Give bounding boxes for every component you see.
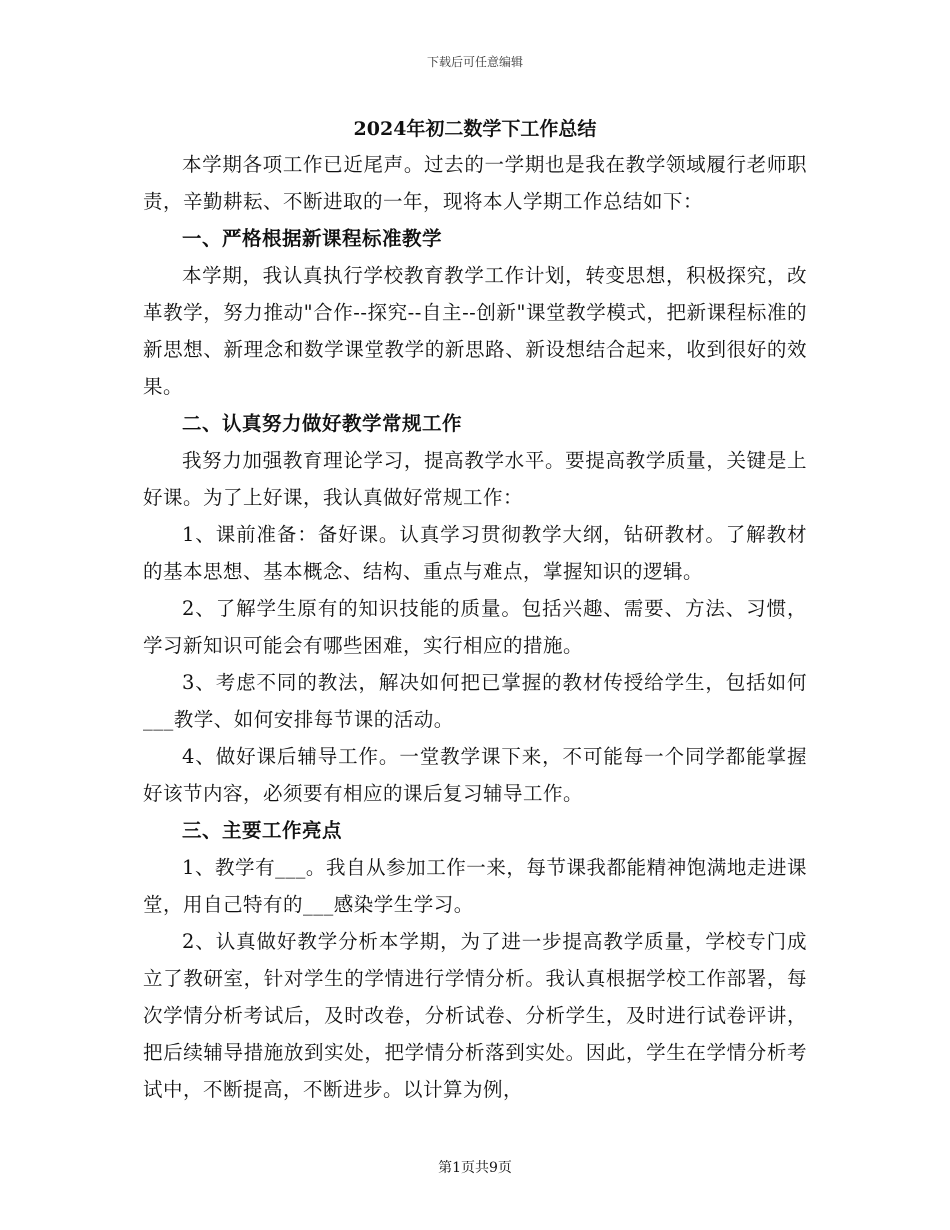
document-title: 2024年初二数学下工作总结 [353, 118, 597, 140]
section-2-item-4: 4、做好课后辅导工作。一堂教学课下来，不可能每一个同学都能掌握好该节内容，必须要有相应的课后复习辅导工作。 [143, 745, 807, 805]
section-2-paragraph: 我努力加强教育理论学习，提高教学水平。要提高教学质量，关键是上好课。为了上好课，我认真做好常规工作： [143, 449, 807, 509]
section-heading-2: 二、认真努力做好教学常规工作 [182, 412, 463, 435]
section-heading-3: 三、主要工作亮点 [182, 819, 343, 842]
intro-paragraph: 本学期各项工作已近尾声。过去的一学期也是我在教学领域履行老师职责，辛勤耕耘、不断进取的一年，现将本人学期工作总结如下： [143, 153, 807, 213]
page-footer: 第1页共9页 [438, 1160, 512, 1176]
section-3-item-2: 2、认真做好教学分析本学期，为了进一步提高教学质量，学校专门成立了教研室，针对学生的学情进行学情分析。我认真根据学校工作部署，每次学情分析考试后，及时改卷，分析试卷、分析学生，及时进行试卷评讲，把后续辅导措施放到实处，把学情分析落到实处。因此，学生在学情分析考试中，不断提高，不断进步。以计算为例， [143, 930, 807, 1101]
section-3-item-1: 1、教学有___。我自从参加工作一来，每节课我都能精神饱满地走进课堂，用自己特有的___感染学生学习。 [143, 856, 807, 916]
document-body [143, 146, 807, 1108]
section-2-item-3: 3、考虑不同的教法，解决如何把已掌握的教材传授给学生，包括如何___教学、如何安排每节课的活动。 [143, 671, 807, 731]
header-note: 下载后可任意编辑 [426, 55, 523, 69]
section-2-item-1: 1、课前准备：备好课。认真学习贯彻教学大纲，钻研教材。了解教材的基本思想、基本概念、结构、重点与难点，掌握知识的逻辑。 [143, 523, 807, 583]
section-2-item-2: 2、了解学生原有的知识技能的质量。包括兴趣、需要、方法、习惯，学习新知识可能会有哪些困难，实行相应的措施。 [143, 597, 807, 657]
section-heading-1: 一、严格根据新课程标准教学 [182, 227, 443, 250]
section-1-paragraph: 本学期，我认真执行学校教育教学工作计划，转变思想，积极探究，改革教学，努力推动"合作--探究--自主--创新"课堂教学模式，把新课程标准的新思想、新理念和数学课堂教学的新思路、新设想结合起来，收到很好的效果。 [143, 264, 807, 398]
